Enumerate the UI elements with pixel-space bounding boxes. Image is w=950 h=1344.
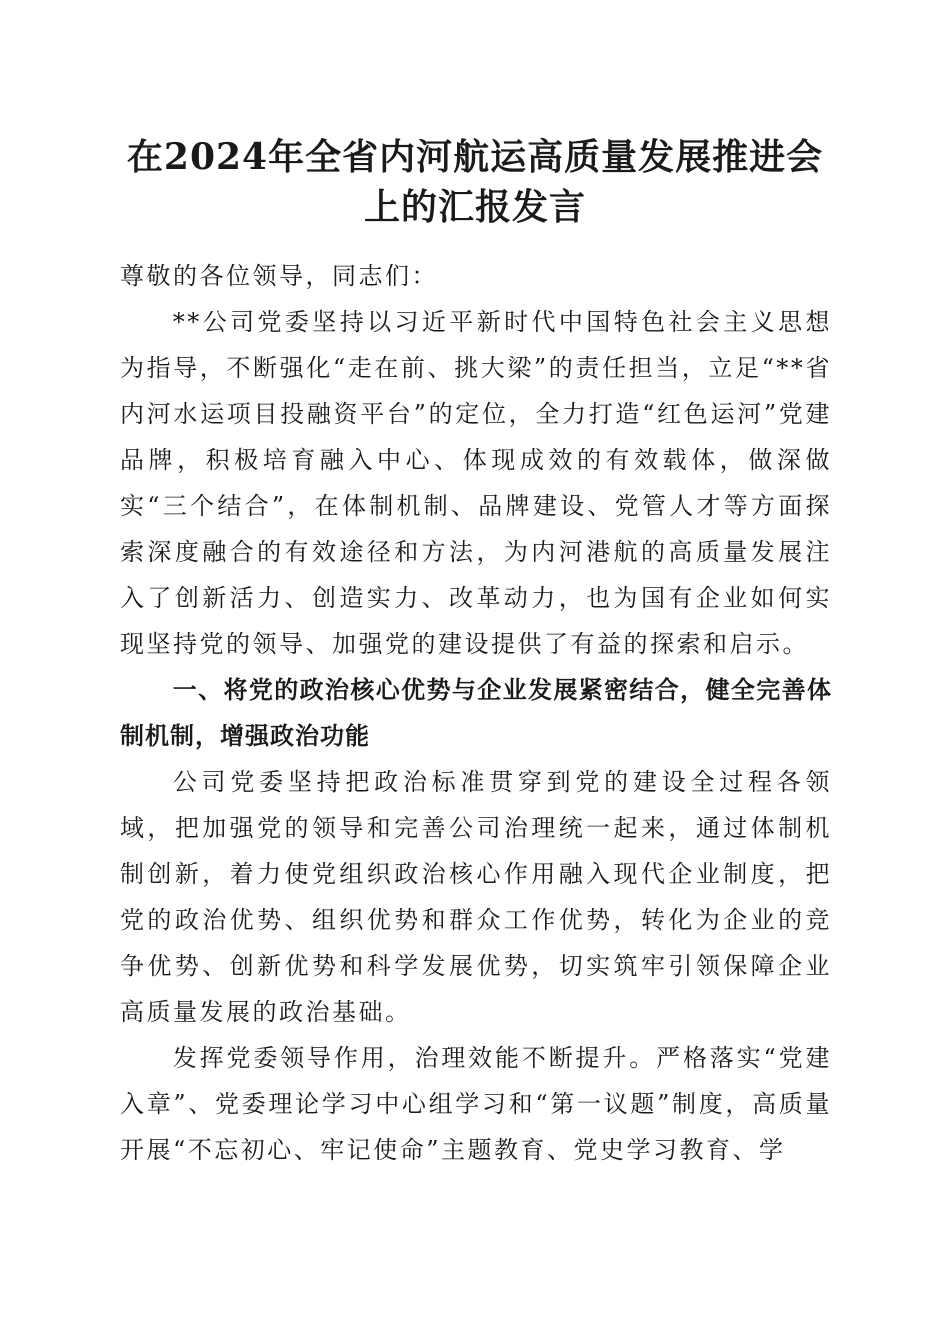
salutation: 尊敬的各位领导，同志们： [120,262,438,290]
section-paragraph: 公司党委坚持把政治标准贯穿到党的建设全过程各领域，把加强党的领导和完善公司治理统一起来，通过体制机制创新，着力使党组织政治核心作用融入现代企业制度，把党的政治优势、组织优势和群众工作优势，转化为企业的竞争优势、创新优势和科学发展优势，切实筑牢引领保障企业高质量发展的政治基础。 [120,768,832,1026]
section-heading-1: 一、将党的政治核心优势与企业发展紧密结合，健全完善体制机制，增强政治功能 [120,676,832,750]
document-body [120,253,832,1173]
intro-paragraph: **公司党委坚持以习近平新时代中国特色社会主义思想为指导，不断强化“走在前、挑大梁”的责任担当，立足“**省内河水运项目投融资平台”的定位，全力打造“红色运河”党建品牌，积极培育融入中心、体现成效的有效载体，做深做实“三个结合”，在体制机制、品牌建设、党管人才等方面探索深度融合的有效途径和方法，为内河港航的高质量发展注入了创新活力、创造实力、改革动力，也为国有企业如何实现坚持党的领导、加强党的建设提供了有益的探索和启示。 [120,308,832,658]
document-title: 在2024年全省内河航运高质量发展推进会上的汇报发言 [126,136,824,228]
section-paragraph: 发挥党委领导作用，治理效能不断提升。严格落实“党建入章”、党委理论学习中心组学习和“第一议题”制度，高质量开展“不忘初心、牢记使命”主题教育、党史学习教育、学 [120,1044,832,1164]
